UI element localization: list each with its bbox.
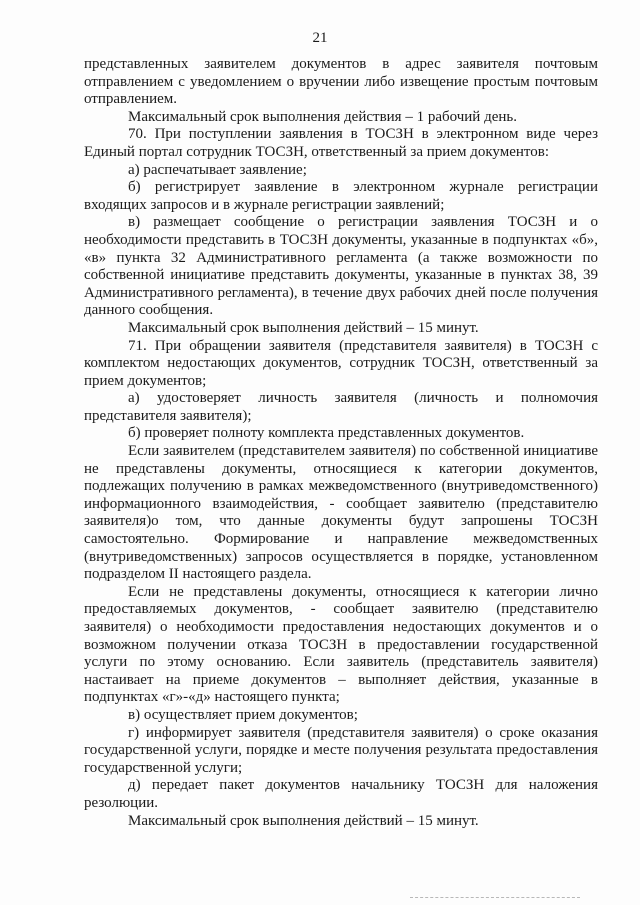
- paragraph-item-g-inform: г) информирует заявителя (представителя заявителя) о сроке оказания государственной услуги, порядке и месте получения результата предоставления государственной услуги;: [84, 724, 598, 776]
- paragraph-deadline-15-min-2: Максимальный срок выполнения действий – 15 минут.: [128, 812, 479, 829]
- page-number: 21: [312, 30, 328, 46]
- document-body: [84, 56, 598, 830]
- paragraph-item-b-register: б) регистрирует заявление в электронном журнале регистрации входящих запросов и в журнале регистрации заявлений;: [84, 179, 598, 213]
- paragraph-item-v-message: в) размещает сообщение о регистрации заявления ТОСЗН и о необходимости представить в ТОСЗН документы, указанные в подпунктах «б», «в» пункта 32 Административного регламента (а также возможности по собственной инициативе представить документы, указанные в пунктах 38, 39 Административного регламента), в течение двух рабочих дней после получения данного сообщения.: [84, 214, 598, 319]
- paragraph-item-a-print: а) распечатывает заявление;: [128, 161, 307, 178]
- paragraph-continuation: представленных заявителем документов в адрес заявителя почтовым отправлением с уведомлением о вручении либо извещение простым почтовым отправлением.: [84, 56, 598, 108]
- paragraph-missing-documents: Если не представлены документы, относящиеся к категории лично предоставляемых документов, - сообщает заявителю (представителю заявителя) о необходимости предоставления недостающих документов и о возможном получении отказа ТОСЗН в предоставлении государственной услуги по этому основанию. Если заявитель (представитель заявителя) настаивает на приеме документов – выполняет действия, указанные в подпунктах «г»-«д» настоящего пункта;: [84, 583, 598, 706]
- paragraph-item-v-accept: в) осуществляет прием документов;: [128, 706, 358, 723]
- paragraph-clause-70: 70. При поступлении заявления в ТОСЗН в электронном виде через Единый портал сотрудник ТОСЗН, ответственный за прием документов:: [84, 126, 598, 160]
- paragraph-clause-71: 71. При обращении заявителя (представителя заявителя) в ТОСЗН с комплектом недостающих документов, сотрудник ТОСЗН, ответственный за прием документов;: [84, 337, 598, 389]
- paragraph-item-a-identity: а) удостоверяет личность заявителя (личность и полномочия представителя заявителя);: [84, 390, 598, 424]
- paragraph-deadline-1-day: Максимальный срок выполнения действия – 1 рабочий день.: [128, 108, 517, 125]
- paragraph-item-b-completeness: б) проверяет полноту комплекта представленных документов.: [128, 425, 525, 442]
- paragraph-item-d-transfer: д) передает пакет документов начальнику ТОСЗН для наложения резолюции.: [84, 777, 598, 811]
- scan-artifact-line: [410, 897, 580, 899]
- paragraph-interagency-requests: Если заявителем (представителем заявителя) по собственной инициативе не представлены документы, относящиеся к категории документов, подлежащих получению в рамках межведомственного (внутриведомственного) информационного взаимодействия, - сообщает заявителю (представителю заявителя)о том, что данные документы будут запрошены ТОСЗН самостоятельно. Формирование и направление межведомственных (внутриведомственных) запросов осуществляется в порядке, установленном подразделом II настоящего раздела.: [84, 443, 598, 583]
- paragraph-deadline-15-min-1: Максимальный срок выполнения действий – 15 минут.: [128, 319, 479, 336]
